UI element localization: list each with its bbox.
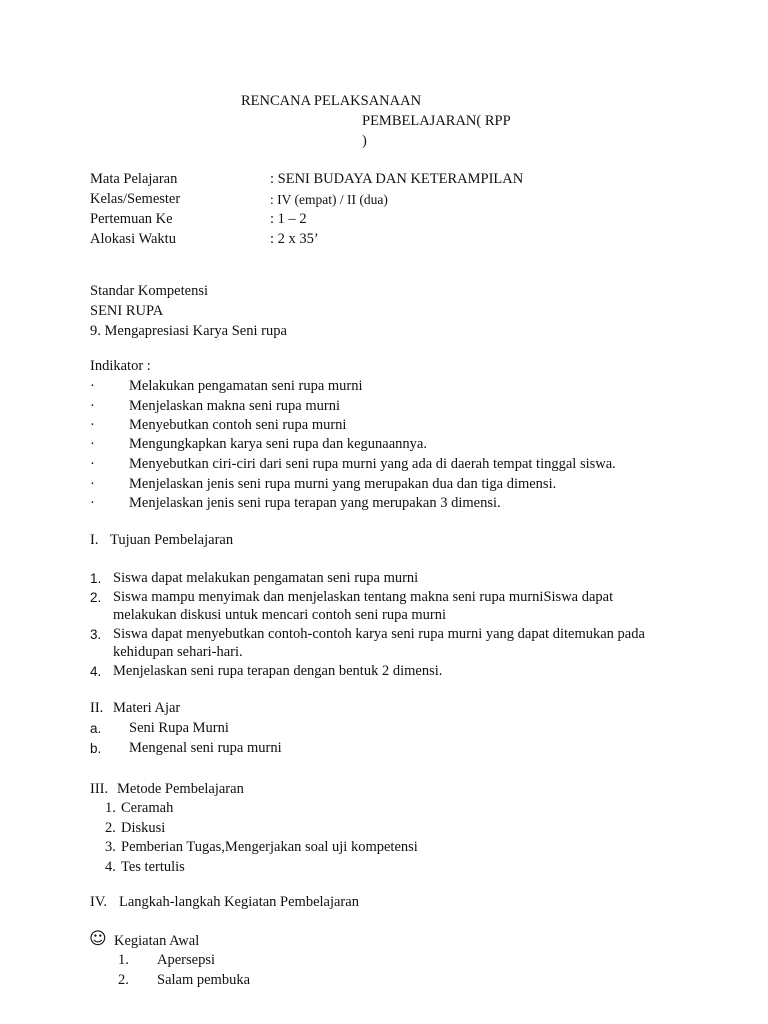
materi-heading: Materi Ajar [113, 700, 181, 716]
tujuan-item-text-continued: melakukan diskusi untuk mencari contoh seni rupa murni [113, 607, 447, 623]
indikator-item: Menyebutkan contoh seni rupa murni [129, 417, 347, 433]
identity-label-mata-pelajaran: Mata Pelajaran [90, 171, 178, 187]
title-line-3: ) [362, 133, 367, 149]
materi-item-text: Seni Rupa Murni [129, 720, 229, 736]
tujuan-item-number: 2. [90, 590, 102, 605]
bullet-icon: · [90, 456, 95, 472]
tujuan-heading: Tujuan Pembelajaran [110, 532, 234, 548]
tujuan-item-text: Menjelaskan seni rupa terapan dengan bentuk 2 dimensi. [113, 663, 443, 679]
tujuan-item-number: 4. [90, 664, 102, 679]
smiley-icon: ☺ [89, 929, 107, 949]
metode-item-number: 1. [105, 800, 116, 816]
indikator-item: Menjelaskan jenis seni rupa murni yang merupakan dua dan tiga dimensi. [129, 476, 557, 492]
materi-item-text: Mengenal seni rupa murni [129, 740, 282, 756]
identity-value-pertemuan: : 1 – 2 [270, 211, 307, 227]
materi-item-letter: b. [90, 741, 102, 756]
materi-numeral: II. [90, 700, 104, 716]
kegiatan-awal-heading: Kegiatan Awal [114, 933, 200, 949]
title-line-1: RENCANA PELAKSANAAN [241, 93, 422, 109]
indikator-item: Menjelaskan jenis seni rupa terapan yang merupakan 3 dimensi. [129, 495, 501, 511]
metode-item-number: 3. [105, 839, 116, 855]
bullet-icon: · [90, 436, 95, 452]
identity-value-alokasi: : 2 x 35’ [270, 231, 319, 247]
kegiatan-awal-item-number: 2. [118, 972, 129, 988]
standar-heading: Standar Kompetensi [90, 283, 208, 299]
indikator-item: Menjelaskan makna seni rupa murni [129, 398, 340, 414]
metode-item-text: Diskusi [121, 820, 166, 836]
langkah-numeral: IV. [90, 894, 108, 910]
indikator-item: Melakukan pengamatan seni rupa murni [129, 378, 363, 394]
bullet-icon: · [90, 495, 95, 511]
identity-value-kelas: : IV (empat) / II (dua) [270, 192, 388, 207]
identity-value-mata-pelajaran: : SENI BUDAYA DAN KETERAMPILAN [270, 171, 524, 187]
identity-label-kelas: Kelas/Semester [90, 191, 181, 207]
standar-item: 9. Mengapresiasi Karya Seni rupa [90, 323, 287, 339]
tujuan-item-text-continued: kehidupan sehari-hari. [113, 644, 243, 660]
tujuan-item-text: Siswa dapat melakukan pengamatan seni rupa murni [113, 570, 419, 586]
langkah-heading: Langkah-langkah Kegiatan Pembelajaran [119, 894, 359, 910]
metode-heading: Metode Pembelajaran [117, 781, 244, 797]
identity-label-pertemuan: Pertemuan Ke [90, 211, 173, 227]
standar-subject: SENI RUPA [90, 303, 164, 319]
kegiatan-awal-item-text: Apersepsi [157, 952, 215, 968]
tujuan-item-number: 1. [90, 571, 102, 586]
metode-item-text: Ceramah [121, 800, 174, 816]
bullet-icon: · [90, 398, 95, 414]
bullet-icon: · [90, 476, 95, 492]
tujuan-item-number: 3. [90, 627, 102, 642]
bullet-icon: · [90, 417, 95, 433]
indikator-heading: Indikator : [90, 358, 151, 374]
kegiatan-awal-item-text: Salam pembuka [157, 972, 251, 988]
materi-item-letter: a. [90, 721, 102, 736]
tujuan-item-text: Siswa mampu menyimak dan menjelaskan tentang makna seni rupa murniSiswa dapat [113, 589, 614, 605]
metode-item-text: Pemberian Tugas,Mengerjakan soal uji kompetensi [121, 839, 418, 855]
kegiatan-awal-item-number: 1. [118, 952, 129, 968]
metode-numeral: III. [90, 781, 109, 797]
metode-item-number: 2. [105, 820, 116, 836]
title-line-2: PEMBELAJARAN( RPP [362, 113, 511, 129]
identity-label-alokasi: Alokasi Waktu [90, 231, 176, 247]
bullet-icon: · [90, 378, 95, 394]
tujuan-item-text: Siswa dapat menyebutkan contoh-contoh karya seni rupa murni yang dapat ditemukan pada [113, 626, 645, 642]
metode-item-text: Tes tertulis [121, 859, 185, 875]
indikator-item: Menyebutkan ciri-ciri dari seni rupa murni yang ada di daerah tempat tinggal siswa. [129, 456, 616, 472]
metode-item-number: 4. [105, 859, 116, 875]
indikator-item: Mengungkapkan karya seni rupa dan kegunaannya. [129, 436, 427, 452]
tujuan-numeral: I. [90, 532, 99, 548]
